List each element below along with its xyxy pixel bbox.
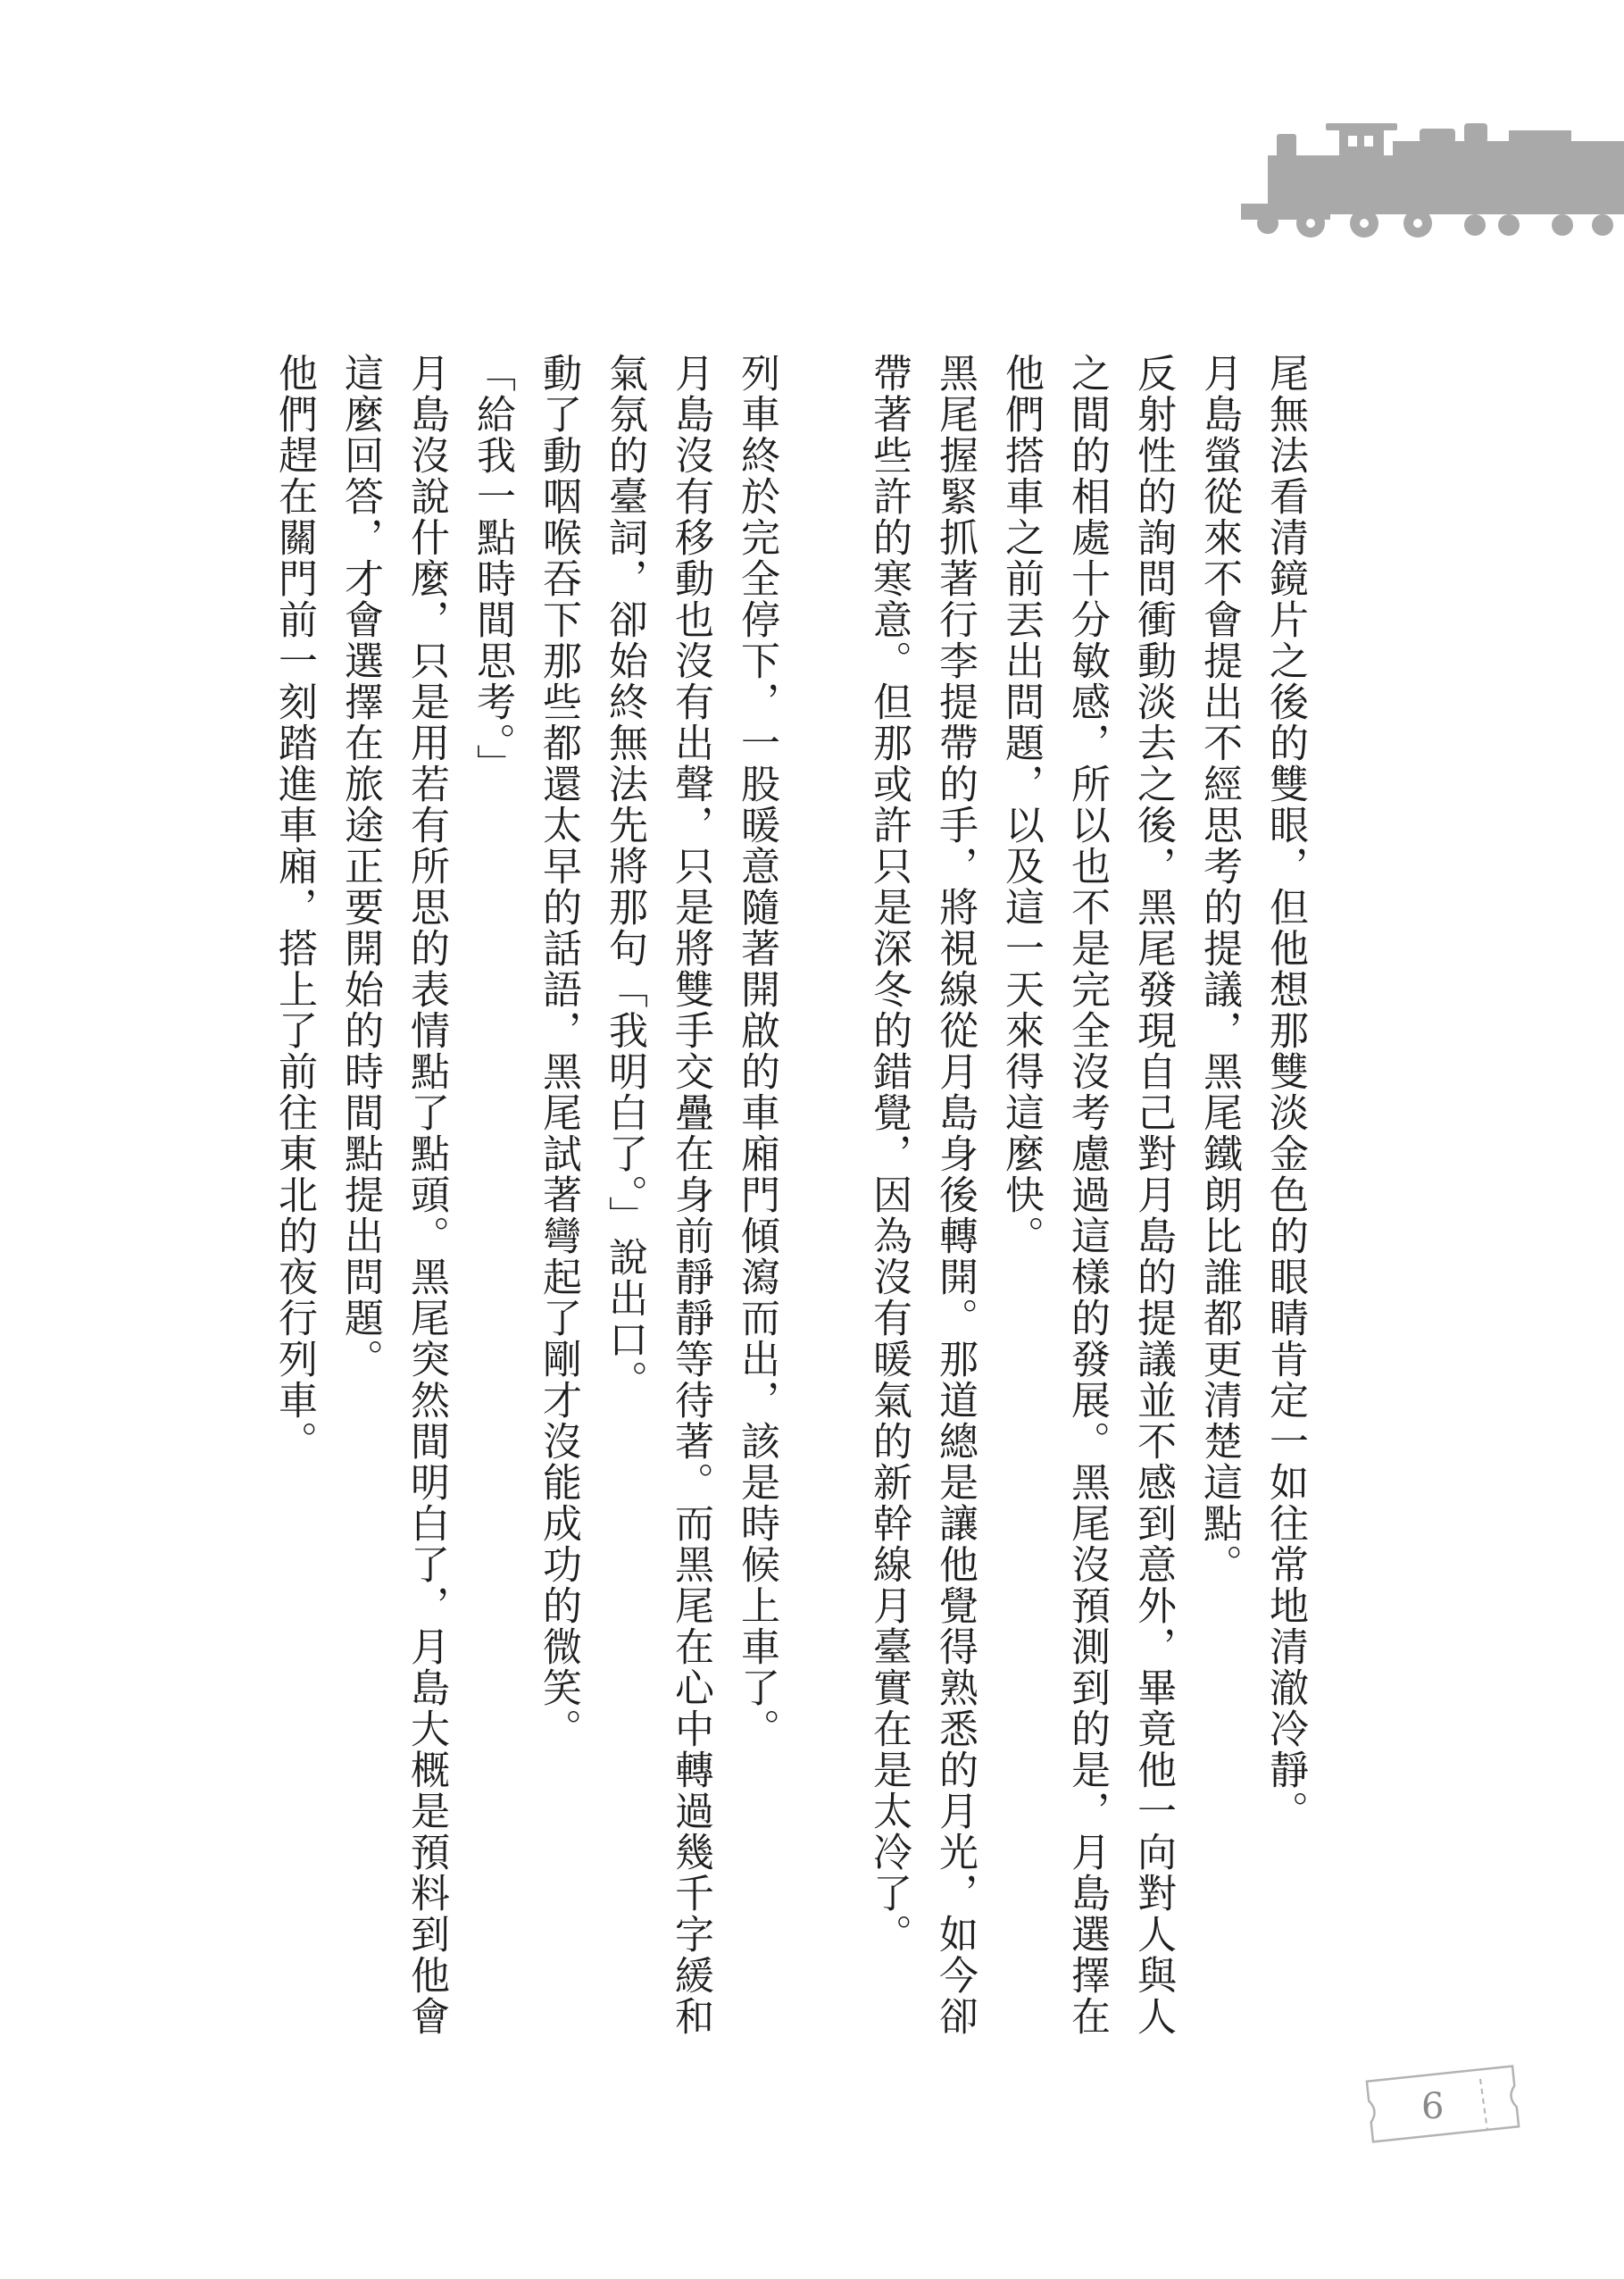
paragraph: 黑尾握緊抓著行李提帶的手，將視線從月島身後轉開。那道總是讓他覺得熟悉的月光，如今卻帶著些許的寒意。但那或許只是深冬的錯覺，因為沒有暖氣的新幹線月臺實在是太冷了。 [866, 353, 978, 2037]
paragraph: 月島沒說什麼，只是用若有所思的表情點了點頭。黑尾突然間明白了，月島大概是預料到他會這麼回答，才會選擇在旅途正要開始的時間點提出問題。 [337, 353, 449, 2037]
paragraph: 他們趕在關門前一刻踏進車廂，搭上了前往東北的夜行列車。 [271, 353, 317, 1462]
ticket-page-number [1357, 2059, 1536, 2149]
paragraph: 「給我一點時間思考。」 [470, 353, 515, 785]
paragraph: 月島沒有移動也沒有出聲，只是將雙手交疊在身前靜靜等待著。而黑尾在心中轉過幾千字緩和氣氛的臺詞，卻始終無法先將那句「我明白了。」說出口。 [602, 353, 713, 2037]
paragraph: 列車終於完全停下，一股暖意隨著開啟的車廂門傾瀉而出，該是時候上車了。 [734, 353, 779, 1749]
page-number: 6 [1421, 2086, 1445, 2127]
locomotive-silhouette [1241, 123, 1624, 238]
paragraph: 動了動咽喉吞下那些都還太早的話語，黑尾試著彎起了剛才沒能成功的微笑。 [536, 353, 581, 1749]
body-text [195, 353, 1318, 2049]
steam-locomotive-icon [1241, 116, 1624, 241]
paragraph: 尾無法看清鏡片之後的雙眼，但他想那雙淡金色的眼睛肯定一如往常地清澈冷靜。 [1262, 353, 1308, 1832]
paragraph: 反射性的詢問衝動淡去之後，黑尾發現自己對月島的提議並不感到意外，畢竟他一向對人與人之間的相處十分敏感，所以也不是完全沒考慮過這樣的發展。黑尾沒預測到的是，月島選擇在他們搭車之前丟出問題，以及這一天來得這麼快。 [998, 353, 1176, 2037]
paragraph: 月島螢從來不會提出不經思考的提議，黑尾鐵朗比誰都更清楚這點。 [1196, 353, 1242, 1585]
ticket-perforation [1480, 2079, 1487, 2131]
